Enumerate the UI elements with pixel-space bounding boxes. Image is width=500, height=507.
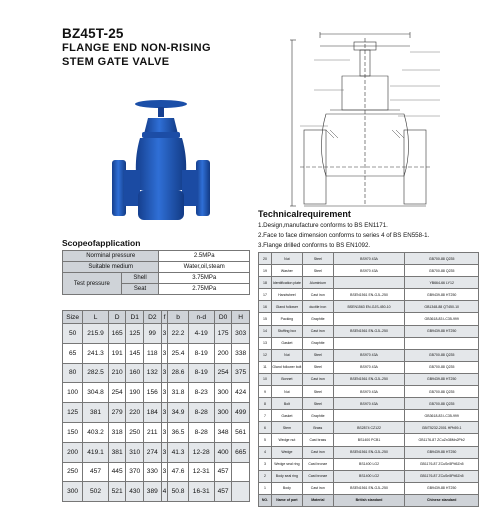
parts-header-cell: Name of part (271, 494, 302, 506)
part-row (259, 434, 479, 446)
scope-label: Seat (121, 284, 159, 295)
part-row (259, 446, 479, 458)
dimension-header-cell: D0 (214, 311, 232, 324)
part-cell: 9 (259, 386, 272, 398)
part-cell: Stem (271, 422, 302, 434)
dimension-cell: 330 (144, 462, 162, 482)
part-cell: Gland follower (271, 301, 302, 313)
part-cell: 2 (259, 470, 272, 482)
part-cell: ductile iron (302, 301, 333, 313)
part-cell: Steel (302, 253, 333, 265)
dimension-cell: 381 (108, 442, 126, 462)
part-cell: Bonnet (271, 373, 302, 385)
part-row (259, 386, 479, 398)
dimension-cell: 279 (108, 403, 126, 423)
part-cell: BS970 43A (333, 253, 405, 265)
dimension-cell: 282.5 (83, 363, 109, 383)
dimension-cell: 191 (108, 343, 126, 363)
part-cell: 10 (259, 373, 272, 385)
dimension-cell: 254 (214, 363, 232, 383)
part-cell: BS2874 CZ122 (333, 422, 405, 434)
parts-material-table (258, 252, 479, 507)
part-cell: Nut (271, 349, 302, 361)
dimension-cell: 160 (126, 363, 144, 383)
part-cell: 20 (259, 253, 272, 265)
part-cell (405, 337, 479, 349)
dimension-cell: 175 (214, 324, 232, 344)
dimension-cell: 304.8 (83, 383, 109, 403)
dimension-cell: 419.1 (83, 442, 109, 462)
part-cell: BS1400 LG2 (333, 458, 405, 470)
dimension-cell: 211 (144, 422, 162, 442)
dimension-cell: 3 (161, 462, 168, 482)
valve-illustration (112, 98, 210, 230)
part-row (259, 373, 479, 385)
dimension-cell: 3 (161, 363, 168, 383)
dimension-header-cell: D (108, 311, 126, 324)
scope-value: 2.75MPa (159, 284, 250, 295)
part-cell: GB3618-83 LC35-999 (405, 410, 479, 422)
dimension-cell: 300 (214, 403, 232, 423)
scope-row (63, 251, 250, 262)
dimension-header-cell: n-d (188, 311, 214, 324)
dimension-header-cell: D1 (126, 311, 144, 324)
part-cell: 17 (259, 289, 272, 301)
part-cell: 6 (259, 422, 272, 434)
part-cell: Identification plate (271, 277, 302, 289)
part-cell: 11 (259, 361, 272, 373)
left-flange (112, 160, 126, 216)
dimension-cell: 274 (144, 442, 162, 462)
bonnet (144, 118, 178, 134)
part-cell: 16 (259, 301, 272, 313)
dimension-cell: 300 (63, 482, 83, 502)
dimension-header-cell: D2 (144, 311, 162, 324)
dimension-header-cell: b (168, 311, 188, 324)
dimension-cell: 190 (126, 383, 144, 403)
part-cell: GB/T5232-2001 HPb59-1 (405, 422, 479, 434)
dimension-cell: 499 (232, 403, 250, 423)
part-row (259, 289, 479, 301)
part-cell: Steel (302, 361, 333, 373)
part-cell: Wedge (271, 446, 302, 458)
parts-header-cell: Chinese standard (405, 494, 479, 506)
part-cell: Aluminium (302, 277, 333, 289)
part-cell: GB9439-88 HT250 (405, 446, 479, 458)
dimension-cell: 34.9 (168, 403, 188, 423)
part-cell: 1 (259, 482, 272, 494)
part-cell: 4 (259, 446, 272, 458)
part-cell: BS970 43A (333, 361, 405, 373)
part-row (259, 337, 479, 349)
dimension-cell: 41.3 (168, 442, 188, 462)
part-cell: 14 (259, 325, 272, 337)
dimension-cell: 303 (232, 324, 250, 344)
parts-header-cell: British standard (333, 494, 405, 506)
scope-value: 3.75MPa (159, 273, 250, 284)
part-cell: 19 (259, 265, 272, 277)
dimension-cell: 381 (83, 403, 109, 423)
dimension-cell: 348 (214, 422, 232, 442)
dimension-cell: 50 (63, 324, 83, 344)
part-cell: GB1176-87 ZCuSn5Pb5Zn5 (405, 458, 479, 470)
dimension-cell: 4 (161, 482, 168, 502)
part-cell: GB1348-88 QT450-10 (405, 301, 479, 313)
part-cell: Cast iron (302, 482, 333, 494)
part-cell: BS970 43A (333, 398, 405, 410)
part-cell: Stuffing box (271, 325, 302, 337)
part-cell: Washer (271, 265, 302, 277)
dimension-cell: 4-19 (188, 324, 214, 344)
part-cell: GB700-88 Q235 (405, 265, 479, 277)
part-cell: BSEN1561 EN-GJL-250 (333, 325, 405, 337)
part-cell: Cast iron (302, 373, 333, 385)
dimension-row (63, 462, 250, 482)
part-cell: GB700-88 Q235 (405, 361, 479, 373)
dimension-cell: 3 (161, 403, 168, 423)
dimension-cell: 310 (126, 442, 144, 462)
requirement-item: 1.Design,manufacture conforms to BS EN1171. (258, 222, 388, 229)
part-cell: BSEN1561 EN-GJL-250 (333, 373, 405, 385)
dimension-cell: 36.5 (168, 422, 188, 442)
part-row (259, 253, 479, 265)
handwheel (135, 100, 187, 108)
part-row (259, 277, 479, 289)
dimension-cell: 338 (232, 343, 250, 363)
dimension-cell (232, 482, 250, 502)
dimension-row (63, 383, 250, 403)
part-cell: BS1400 PCB1 (333, 434, 405, 446)
part-cell (333, 410, 405, 422)
part-cell: 15 (259, 313, 272, 325)
part-row (259, 470, 479, 482)
part-cell: Cast iron (302, 325, 333, 337)
part-cell: BSEN1561 EN-GJL-250 (333, 482, 405, 494)
title-line-2: FLANGE END NON-RISING (62, 42, 211, 54)
dimension-cell: 318 (108, 422, 126, 442)
dimension-cell: 457 (214, 482, 232, 502)
dimension-cell: 220 (126, 403, 144, 423)
parts-header-cell: NO. (259, 494, 272, 506)
dimension-cell: 430 (126, 482, 144, 502)
scope-heading: Scopeofapplication (62, 238, 141, 248)
part-cell: BSEN1561 EN-GJL-250 (333, 289, 405, 301)
technical-requirement-list (258, 221, 429, 251)
dimension-cell: 156 (144, 383, 162, 403)
dimension-row (63, 403, 250, 423)
part-cell: 7 (259, 410, 272, 422)
dimension-row (63, 324, 250, 344)
part-cell: 18 (259, 277, 272, 289)
product-title (62, 26, 262, 69)
requirement-item: 3.Flange drilled conforms to BS EN1092. (258, 242, 371, 249)
part-cell: GB9439-88 HT250 (405, 373, 479, 385)
dimension-cell: 99 (144, 324, 162, 344)
dimension-cell: 125 (126, 324, 144, 344)
dimension-cell: 80 (63, 363, 83, 383)
part-cell (333, 277, 405, 289)
part-row (259, 265, 479, 277)
dimension-cell: 370 (126, 462, 144, 482)
scope-row (63, 273, 250, 284)
part-cell: Gasket (271, 337, 302, 349)
dimension-cell: 8-19 (188, 343, 214, 363)
dimension-header-cell: L (83, 311, 109, 324)
dimension-cell: 47.6 (168, 462, 188, 482)
part-cell: GB1176-87 ZCuZn38Mn2Pb2 (405, 434, 479, 446)
dimension-cell: 3 (161, 343, 168, 363)
dimension-cell: 8-19 (188, 363, 214, 383)
part-row (259, 301, 479, 313)
dimension-cell: 118 (144, 343, 162, 363)
part-cell: BSEN1563 EN-GJS-450-10 (333, 301, 405, 313)
dimension-row (63, 442, 250, 462)
test-pressure-label: Test pressure (63, 273, 122, 295)
part-cell: Gland follower bolt (271, 361, 302, 373)
dimension-row (63, 343, 250, 363)
dimension-cell: 375 (232, 363, 250, 383)
dimension-row (63, 363, 250, 383)
part-row (259, 361, 479, 373)
parts-header-row (259, 494, 479, 506)
dimension-cell: 165 (108, 324, 126, 344)
part-row (259, 410, 479, 422)
dimension-cell: 22.2 (168, 324, 188, 344)
part-row (259, 313, 479, 325)
part-cell: GB700-88 Q235 (405, 349, 479, 361)
dimension-cell: 400 (214, 442, 232, 462)
part-cell: GB3618-83 LC35-999 (405, 313, 479, 325)
part-cell: Steel (302, 265, 333, 277)
dimension-cell: 210 (108, 363, 126, 383)
part-cell: Body (271, 482, 302, 494)
dimension-cell: 424 (232, 383, 250, 403)
dimension-cell: 445 (108, 462, 126, 482)
part-cell: GB700-88 Q235 (405, 386, 479, 398)
part-cell (333, 337, 405, 349)
dimension-cell: 150 (63, 422, 83, 442)
requirement-item: 2.Face to face dimension conforms to series 4 of BS EN558-1. (258, 232, 430, 239)
dimension-cell: 215.9 (83, 324, 109, 344)
scope-table (62, 250, 250, 295)
part-cell: Body seal ring (271, 470, 302, 482)
part-cell: 8 (259, 398, 272, 410)
dimension-cell: 3 (161, 422, 168, 442)
dimension-cell: 65 (63, 343, 83, 363)
dimension-row (63, 482, 250, 502)
part-cell: BS970 43A (333, 386, 405, 398)
part-cell: BS970 43A (333, 349, 405, 361)
dimension-cell: 457 (214, 462, 232, 482)
part-cell: Graphite (302, 337, 333, 349)
dimension-cell: 254 (108, 383, 126, 403)
part-cell: GB9439-88 HT250 (405, 482, 479, 494)
dimension-cell: 125 (63, 403, 83, 423)
scope-value: Water,oil,steam (159, 262, 250, 273)
part-cell: Handwheel (271, 289, 302, 301)
part-cell: 13 (259, 337, 272, 349)
dimension-cell: 184 (144, 403, 162, 423)
part-row (259, 422, 479, 434)
dimension-cell: 3 (161, 442, 168, 462)
part-row (259, 398, 479, 410)
dimension-cell: 403.2 (83, 422, 109, 442)
dimension-row (63, 422, 250, 442)
dimension-header-cell: H (232, 311, 250, 324)
dimension-cell: 132 (144, 363, 162, 383)
part-cell: Nut (271, 386, 302, 398)
scope-label: Shell (121, 273, 159, 284)
dimension-cell: 3 (161, 383, 168, 403)
dimension-cell: 12-31 (188, 462, 214, 482)
dimension-cell: 8-28 (188, 422, 214, 442)
part-cell: Bolt (271, 398, 302, 410)
part-cell: Cast bronze (302, 470, 333, 482)
dimension-header-cell: f (161, 311, 168, 324)
part-cell: Packing (271, 313, 302, 325)
dimension-cell: 457 (83, 462, 109, 482)
dimension-cell: 250 (126, 422, 144, 442)
part-cell: Cast bronze (302, 458, 333, 470)
part-cell: Steel (302, 398, 333, 410)
scope-label: Norminal pressure (63, 251, 159, 262)
dimension-header-cell: Size (63, 311, 83, 324)
right-flange (196, 160, 210, 216)
part-cell: 5 (259, 434, 272, 446)
dimension-cell: 250 (63, 462, 83, 482)
part-cell: Gasket (271, 410, 302, 422)
part-cell: Nut (271, 253, 302, 265)
title-line-3: STEM GATE VALVE (62, 56, 170, 68)
valve-body (136, 138, 186, 190)
part-cell: Steel (302, 386, 333, 398)
dimension-cell: 16-31 (188, 482, 214, 502)
part-row (259, 325, 479, 337)
dimension-cell (232, 462, 250, 482)
part-cell: GB700-88 Q235 (405, 253, 479, 265)
part-cell: GB9439-88 HT250 (405, 289, 479, 301)
dimension-cell: 3 (161, 324, 168, 344)
dimension-cell: 145 (126, 343, 144, 363)
part-cell: Cast iron (302, 289, 333, 301)
dimension-cell: 521 (108, 482, 126, 502)
dimension-cell: 31.8 (168, 383, 188, 403)
dimension-cell: 300 (214, 383, 232, 403)
part-row (259, 349, 479, 361)
part-cell: BS970 43A (333, 265, 405, 277)
part-cell: GB700-88 Q235 (405, 398, 479, 410)
part-row (259, 458, 479, 470)
dimension-cell: 200 (63, 442, 83, 462)
part-cell: Wedge nut (271, 434, 302, 446)
dimension-cell: 100 (63, 383, 83, 403)
part-cell: Wedge seal ring (271, 458, 302, 470)
dimension-cell: 200 (214, 343, 232, 363)
technical-requirement-heading: Technicalrequirement (258, 209, 351, 219)
part-cell: 3 (259, 458, 272, 470)
dimension-cell: 241.3 (83, 343, 109, 363)
part-cell: GB1176-87 ZCuSn5Pb5Zn5 (405, 470, 479, 482)
part-cell: Graphite (302, 313, 333, 325)
dimension-cell: 8-23 (188, 383, 214, 403)
scope-row (63, 262, 250, 273)
scope-label: Suitable medium (63, 262, 159, 273)
part-cell: YB664-66 LY12 (405, 277, 479, 289)
part-cell: Cast iron (302, 446, 333, 458)
dimension-cell: 25.4 (168, 343, 188, 363)
part-cell: BSEN1561 EN-GJL-250 (333, 446, 405, 458)
dimension-header-row (63, 311, 250, 324)
parts-header-cell: Material (302, 494, 333, 506)
dimension-cell: 561 (232, 422, 250, 442)
scope-value: 2.5MPa (159, 251, 250, 262)
dimension-cell: 502 (83, 482, 109, 502)
stem (158, 107, 164, 117)
part-cell: Brass (302, 422, 333, 434)
dimension-cell: 28.6 (168, 363, 188, 383)
dimension-cell: 8-28 (188, 403, 214, 423)
part-cell: GB9439-88 HT250 (405, 325, 479, 337)
dimension-cell: 665 (232, 442, 250, 462)
part-cell: BS1400 LG2 (333, 470, 405, 482)
technical-drawing (290, 30, 490, 208)
part-cell: Cast brass (302, 434, 333, 446)
dimension-table (62, 310, 250, 502)
dimension-cell: 389 (144, 482, 162, 502)
part-cell: Steel (302, 349, 333, 361)
part-cell: Graphite (302, 410, 333, 422)
model-number: BZ45T-25 (62, 26, 124, 41)
part-cell: 12 (259, 349, 272, 361)
part-row (259, 482, 479, 494)
part-cell (333, 313, 405, 325)
dimension-cell: 12-28 (188, 442, 214, 462)
dimension-cell: 50.8 (168, 482, 188, 502)
